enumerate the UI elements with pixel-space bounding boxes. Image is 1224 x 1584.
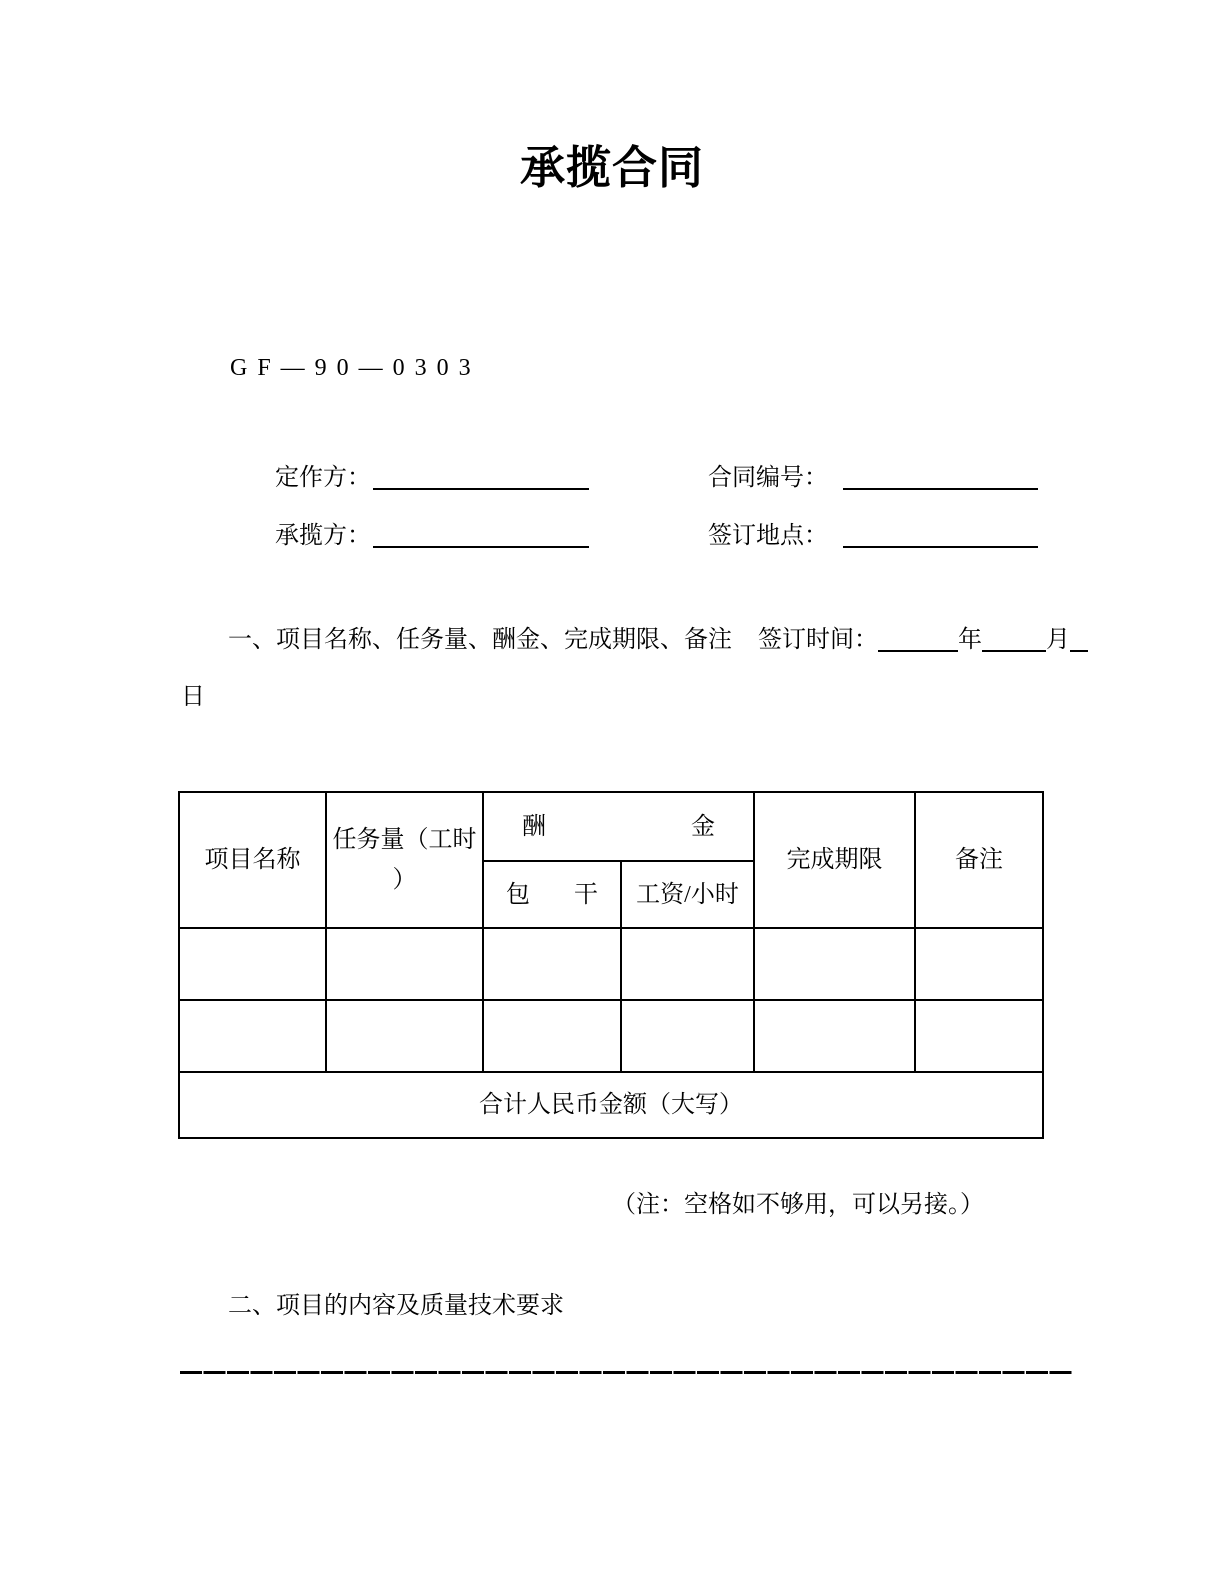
table-header-row-1: [179, 792, 1043, 861]
table-empty-cell[interactable]: [915, 928, 1043, 1000]
col-header-task-volume: 任务量（工时）: [326, 792, 483, 928]
lump-sum-char-left: 包: [506, 881, 530, 908]
table-row: [179, 1000, 1043, 1072]
table-empty-cell[interactable]: [915, 1000, 1043, 1072]
contractor-blank[interactable]: [373, 544, 589, 548]
table-empty-cell[interactable]: [754, 928, 915, 1000]
note-text: （注：空格如不够用，可以另接。）: [612, 1192, 984, 1218]
col-header-project-name: 项目名称: [179, 792, 326, 928]
field-contractor: [275, 521, 589, 551]
content-fill-in-line[interactable]: [180, 1371, 1072, 1374]
signing-place-label: 签订地点：: [708, 523, 828, 549]
table-empty-cell[interactable]: [621, 1000, 754, 1072]
field-ordering-party: [275, 463, 589, 493]
section-two-heading: 二、项目的内容及质量技术要求: [228, 1293, 564, 1319]
table-empty-cell[interactable]: [483, 1000, 621, 1072]
month-suffix: 月: [1046, 627, 1070, 653]
table-empty-cell[interactable]: [621, 928, 754, 1000]
page-title: 承揽合同: [519, 142, 704, 193]
contract-number-label: 合同编号：: [708, 465, 828, 491]
col-header-completion-deadline: 完成期限: [754, 792, 915, 928]
field-contract-number: [708, 463, 1038, 493]
remuneration-char-right: 金: [691, 813, 715, 840]
total-amount-label: 合计人民币金额（大写）: [179, 1072, 1043, 1138]
table-row: [179, 928, 1043, 1000]
contractor-label: 承揽方：: [275, 523, 371, 549]
lump-sum-char-right: 干: [574, 881, 598, 908]
table-empty-cell[interactable]: [326, 1000, 483, 1072]
col-header-wage-per-hour: 工资/小时: [621, 861, 754, 928]
day-suffix: 日: [181, 684, 205, 710]
project-table: [178, 791, 1044, 1139]
ordering-party-label: 定作方：: [275, 465, 371, 491]
signing-year-blank[interactable]: [878, 648, 958, 652]
contract-number-blank[interactable]: [843, 486, 1038, 490]
section-one-line: [228, 625, 1088, 655]
table-empty-cell[interactable]: [754, 1000, 915, 1072]
table-footer-row: [179, 1072, 1043, 1138]
col-header-lump-sum: [483, 861, 621, 928]
section-one-heading: 一、项目名称、任务量、酬金、完成期限、备注: [228, 627, 732, 653]
signing-place-blank[interactable]: [843, 544, 1038, 548]
col-header-remarks: 备注: [915, 792, 1043, 928]
table-empty-cell[interactable]: [326, 928, 483, 1000]
form-code: GF—90—0303: [230, 355, 481, 381]
ordering-party-blank[interactable]: [373, 486, 589, 490]
signing-day-blank[interactable]: [1070, 648, 1088, 652]
signing-time-label: 签订时间：: [758, 627, 878, 653]
table-empty-cell[interactable]: [179, 928, 326, 1000]
table-empty-cell[interactable]: [179, 1000, 326, 1072]
signing-month-blank[interactable]: [982, 648, 1046, 652]
field-signing-place: [708, 521, 1038, 551]
col-header-remuneration: [483, 792, 754, 861]
year-suffix: 年: [958, 627, 982, 653]
remuneration-char-left: 酬: [522, 813, 546, 840]
table-empty-cell[interactable]: [483, 928, 621, 1000]
